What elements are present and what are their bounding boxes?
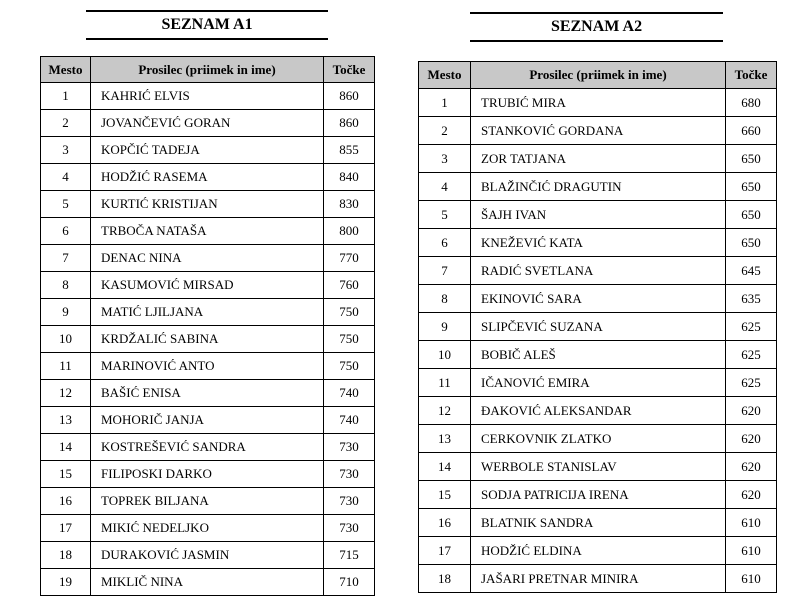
cell-rank: 17	[41, 515, 91, 542]
cell-applicant-name: DURAKOVIĆ JASMIN	[91, 542, 324, 569]
table-row	[41, 461, 375, 488]
cell-applicant-name: MIKIĆ NEDELJKO	[91, 515, 324, 542]
cell-points: 620	[726, 425, 777, 453]
cell-points: 710	[324, 569, 375, 596]
cell-rank: 19	[41, 569, 91, 596]
cell-points: 830	[324, 191, 375, 218]
cell-points: 650	[726, 201, 777, 229]
cell-points: 760	[324, 272, 375, 299]
cell-points: 650	[726, 229, 777, 257]
cell-applicant-name: RADIĆ SVETLANA	[471, 257, 726, 285]
table-row	[419, 369, 777, 397]
cell-applicant-name: JOVANČEVIĆ GORAN	[91, 110, 324, 137]
cell-points: 625	[726, 341, 777, 369]
table-row	[419, 173, 777, 201]
table-row	[41, 380, 375, 407]
table-row	[419, 257, 777, 285]
cell-applicant-name: FILIPOSKI DARKO	[91, 461, 324, 488]
cell-applicant-name: STANKOVIĆ GORDANA	[471, 117, 726, 145]
cell-rank: 12	[419, 397, 471, 425]
cell-points: 730	[324, 461, 375, 488]
cell-rank: 7	[419, 257, 471, 285]
cell-applicant-name: ZOR TATJANA	[471, 145, 726, 173]
cell-applicant-name: KOSTREŠEVIĆ SANDRA	[91, 434, 324, 461]
list-a1-body	[41, 83, 375, 596]
cell-points: 740	[324, 380, 375, 407]
cell-points: 860	[324, 83, 375, 110]
cell-points: 610	[726, 509, 777, 537]
cell-rank: 15	[419, 481, 471, 509]
cell-applicant-name: EKINOVIĆ SARA	[471, 285, 726, 313]
column-header-points: Točke	[324, 57, 375, 83]
cell-applicant-name: BLAŽINČIĆ DRAGUTIN	[471, 173, 726, 201]
cell-rank: 2	[419, 117, 471, 145]
cell-points: 620	[726, 453, 777, 481]
cell-rank: 9	[419, 313, 471, 341]
cell-rank: 8	[419, 285, 471, 313]
cell-applicant-name: BOBIČ ALEŠ	[471, 341, 726, 369]
cell-points: 730	[324, 488, 375, 515]
cell-rank: 1	[41, 83, 91, 110]
cell-rank: 11	[41, 353, 91, 380]
list-a1-title: SEZNAM A1	[86, 10, 328, 40]
table-row	[41, 83, 375, 110]
cell-points: 740	[324, 407, 375, 434]
column-header-rank: Mesto	[41, 57, 91, 83]
cell-rank: 14	[419, 453, 471, 481]
list-a2-table	[418, 61, 777, 593]
cell-rank: 3	[41, 137, 91, 164]
cell-rank: 1	[419, 89, 471, 117]
cell-points: 855	[324, 137, 375, 164]
column-header-rank: Mesto	[419, 62, 471, 89]
table-row	[419, 145, 777, 173]
cell-points: 620	[726, 397, 777, 425]
cell-applicant-name: SLIPČEVIĆ SUZANA	[471, 313, 726, 341]
table-row	[41, 272, 375, 299]
cell-applicant-name: SODJA PATRICIJA IRENA	[471, 481, 726, 509]
cell-rank: 13	[419, 425, 471, 453]
cell-points: 715	[324, 542, 375, 569]
cell-rank: 6	[41, 218, 91, 245]
cell-points: 840	[324, 164, 375, 191]
table-header-row	[41, 57, 375, 83]
cell-applicant-name: DENAC NINA	[91, 245, 324, 272]
cell-rank: 9	[41, 299, 91, 326]
cell-rank: 11	[419, 369, 471, 397]
cell-rank: 16	[419, 509, 471, 537]
cell-points: 635	[726, 285, 777, 313]
cell-applicant-name: HODŽIĆ ELDINA	[471, 537, 726, 565]
cell-applicant-name: MIKLIČ NINA	[91, 569, 324, 596]
cell-rank: 18	[419, 565, 471, 593]
table-row	[419, 509, 777, 537]
table-row	[419, 425, 777, 453]
table-row	[419, 201, 777, 229]
table-row	[419, 341, 777, 369]
list-a2-body	[419, 89, 777, 593]
cell-points: 650	[726, 173, 777, 201]
table-row	[41, 542, 375, 569]
table-row	[419, 397, 777, 425]
cell-applicant-name: KASUMOVIĆ MIRSAD	[91, 272, 324, 299]
table-row	[41, 299, 375, 326]
cell-applicant-name: ĐAKOVIĆ ALEKSANDAR	[471, 397, 726, 425]
cell-applicant-name: BAŠIĆ ENISA	[91, 380, 324, 407]
list-a1-table	[40, 56, 375, 596]
column-header-applicant: Prosilec (priimek in ime)	[91, 57, 324, 83]
list-a2-title: SEZNAM A2	[470, 12, 723, 42]
cell-points: 770	[324, 245, 375, 272]
cell-rank: 13	[41, 407, 91, 434]
cell-applicant-name: MARINOVIĆ ANTO	[91, 353, 324, 380]
cell-points: 750	[324, 326, 375, 353]
table-row	[419, 117, 777, 145]
cell-applicant-name: HODŽIĆ RASEMA	[91, 164, 324, 191]
table-row	[419, 285, 777, 313]
table-row	[419, 229, 777, 257]
column-header-points: Točke	[726, 62, 777, 89]
cell-points: 660	[726, 117, 777, 145]
table-row	[41, 218, 375, 245]
cell-applicant-name: MATIĆ LJILJANA	[91, 299, 324, 326]
cell-applicant-name: CERKOVNIK ZLATKO	[471, 425, 726, 453]
cell-rank: 10	[41, 326, 91, 353]
table-row	[41, 137, 375, 164]
cell-rank: 5	[41, 191, 91, 218]
cell-rank: 5	[419, 201, 471, 229]
cell-points: 625	[726, 369, 777, 397]
table-row	[41, 353, 375, 380]
cell-rank: 15	[41, 461, 91, 488]
cell-rank: 17	[419, 537, 471, 565]
table-row	[419, 313, 777, 341]
cell-rank: 7	[41, 245, 91, 272]
table-row	[41, 191, 375, 218]
cell-rank: 6	[419, 229, 471, 257]
cell-applicant-name: KNEŽEVIĆ KATA	[471, 229, 726, 257]
cell-points: 610	[726, 565, 777, 593]
cell-applicant-name: TRBOČA NATAŠA	[91, 218, 324, 245]
table-row	[419, 453, 777, 481]
table-row	[419, 537, 777, 565]
table-row	[41, 434, 375, 461]
cell-rank: 8	[41, 272, 91, 299]
cell-points: 730	[324, 515, 375, 542]
table-row	[41, 407, 375, 434]
cell-applicant-name: KAHRIĆ ELVIS	[91, 83, 324, 110]
cell-applicant-name: JAŠARI PRETNAR MINIRA	[471, 565, 726, 593]
cell-points: 625	[726, 313, 777, 341]
cell-applicant-name: TRUBIĆ MIRA	[471, 89, 726, 117]
column-header-applicant: Prosilec (priimek in ime)	[471, 62, 726, 89]
table-row	[41, 164, 375, 191]
table-row	[41, 245, 375, 272]
cell-applicant-name: KOPČIĆ TADEJA	[91, 137, 324, 164]
cell-rank: 4	[419, 173, 471, 201]
cell-rank: 10	[419, 341, 471, 369]
cell-rank: 12	[41, 380, 91, 407]
cell-applicant-name: IČANOVIĆ EMIRA	[471, 369, 726, 397]
cell-applicant-name: BLATNIK SANDRA	[471, 509, 726, 537]
cell-applicant-name: WERBOLE STANISLAV	[471, 453, 726, 481]
cell-points: 620	[726, 481, 777, 509]
cell-points: 610	[726, 537, 777, 565]
cell-applicant-name: KURTIĆ KRISTIJAN	[91, 191, 324, 218]
cell-points: 860	[324, 110, 375, 137]
cell-applicant-name: ŠAJH IVAN	[471, 201, 726, 229]
table-row	[41, 515, 375, 542]
cell-rank: 14	[41, 434, 91, 461]
cell-applicant-name: MOHORIČ JANJA	[91, 407, 324, 434]
cell-points: 680	[726, 89, 777, 117]
cell-rank: 4	[41, 164, 91, 191]
cell-applicant-name: KRDŽALIĆ SABINA	[91, 326, 324, 353]
cell-rank: 16	[41, 488, 91, 515]
cell-points: 750	[324, 353, 375, 380]
cell-rank: 2	[41, 110, 91, 137]
cell-applicant-name: TOPREK BILJANA	[91, 488, 324, 515]
cell-rank: 18	[41, 542, 91, 569]
cell-points: 800	[324, 218, 375, 245]
cell-points: 650	[726, 145, 777, 173]
table-row	[41, 326, 375, 353]
table-row	[419, 481, 777, 509]
table-row	[419, 89, 777, 117]
cell-points: 645	[726, 257, 777, 285]
cell-rank: 3	[419, 145, 471, 173]
table-row	[41, 110, 375, 137]
table-header-row	[419, 62, 777, 89]
table-row	[419, 565, 777, 593]
cell-points: 750	[324, 299, 375, 326]
table-row	[41, 569, 375, 596]
cell-points: 730	[324, 434, 375, 461]
table-row	[41, 488, 375, 515]
